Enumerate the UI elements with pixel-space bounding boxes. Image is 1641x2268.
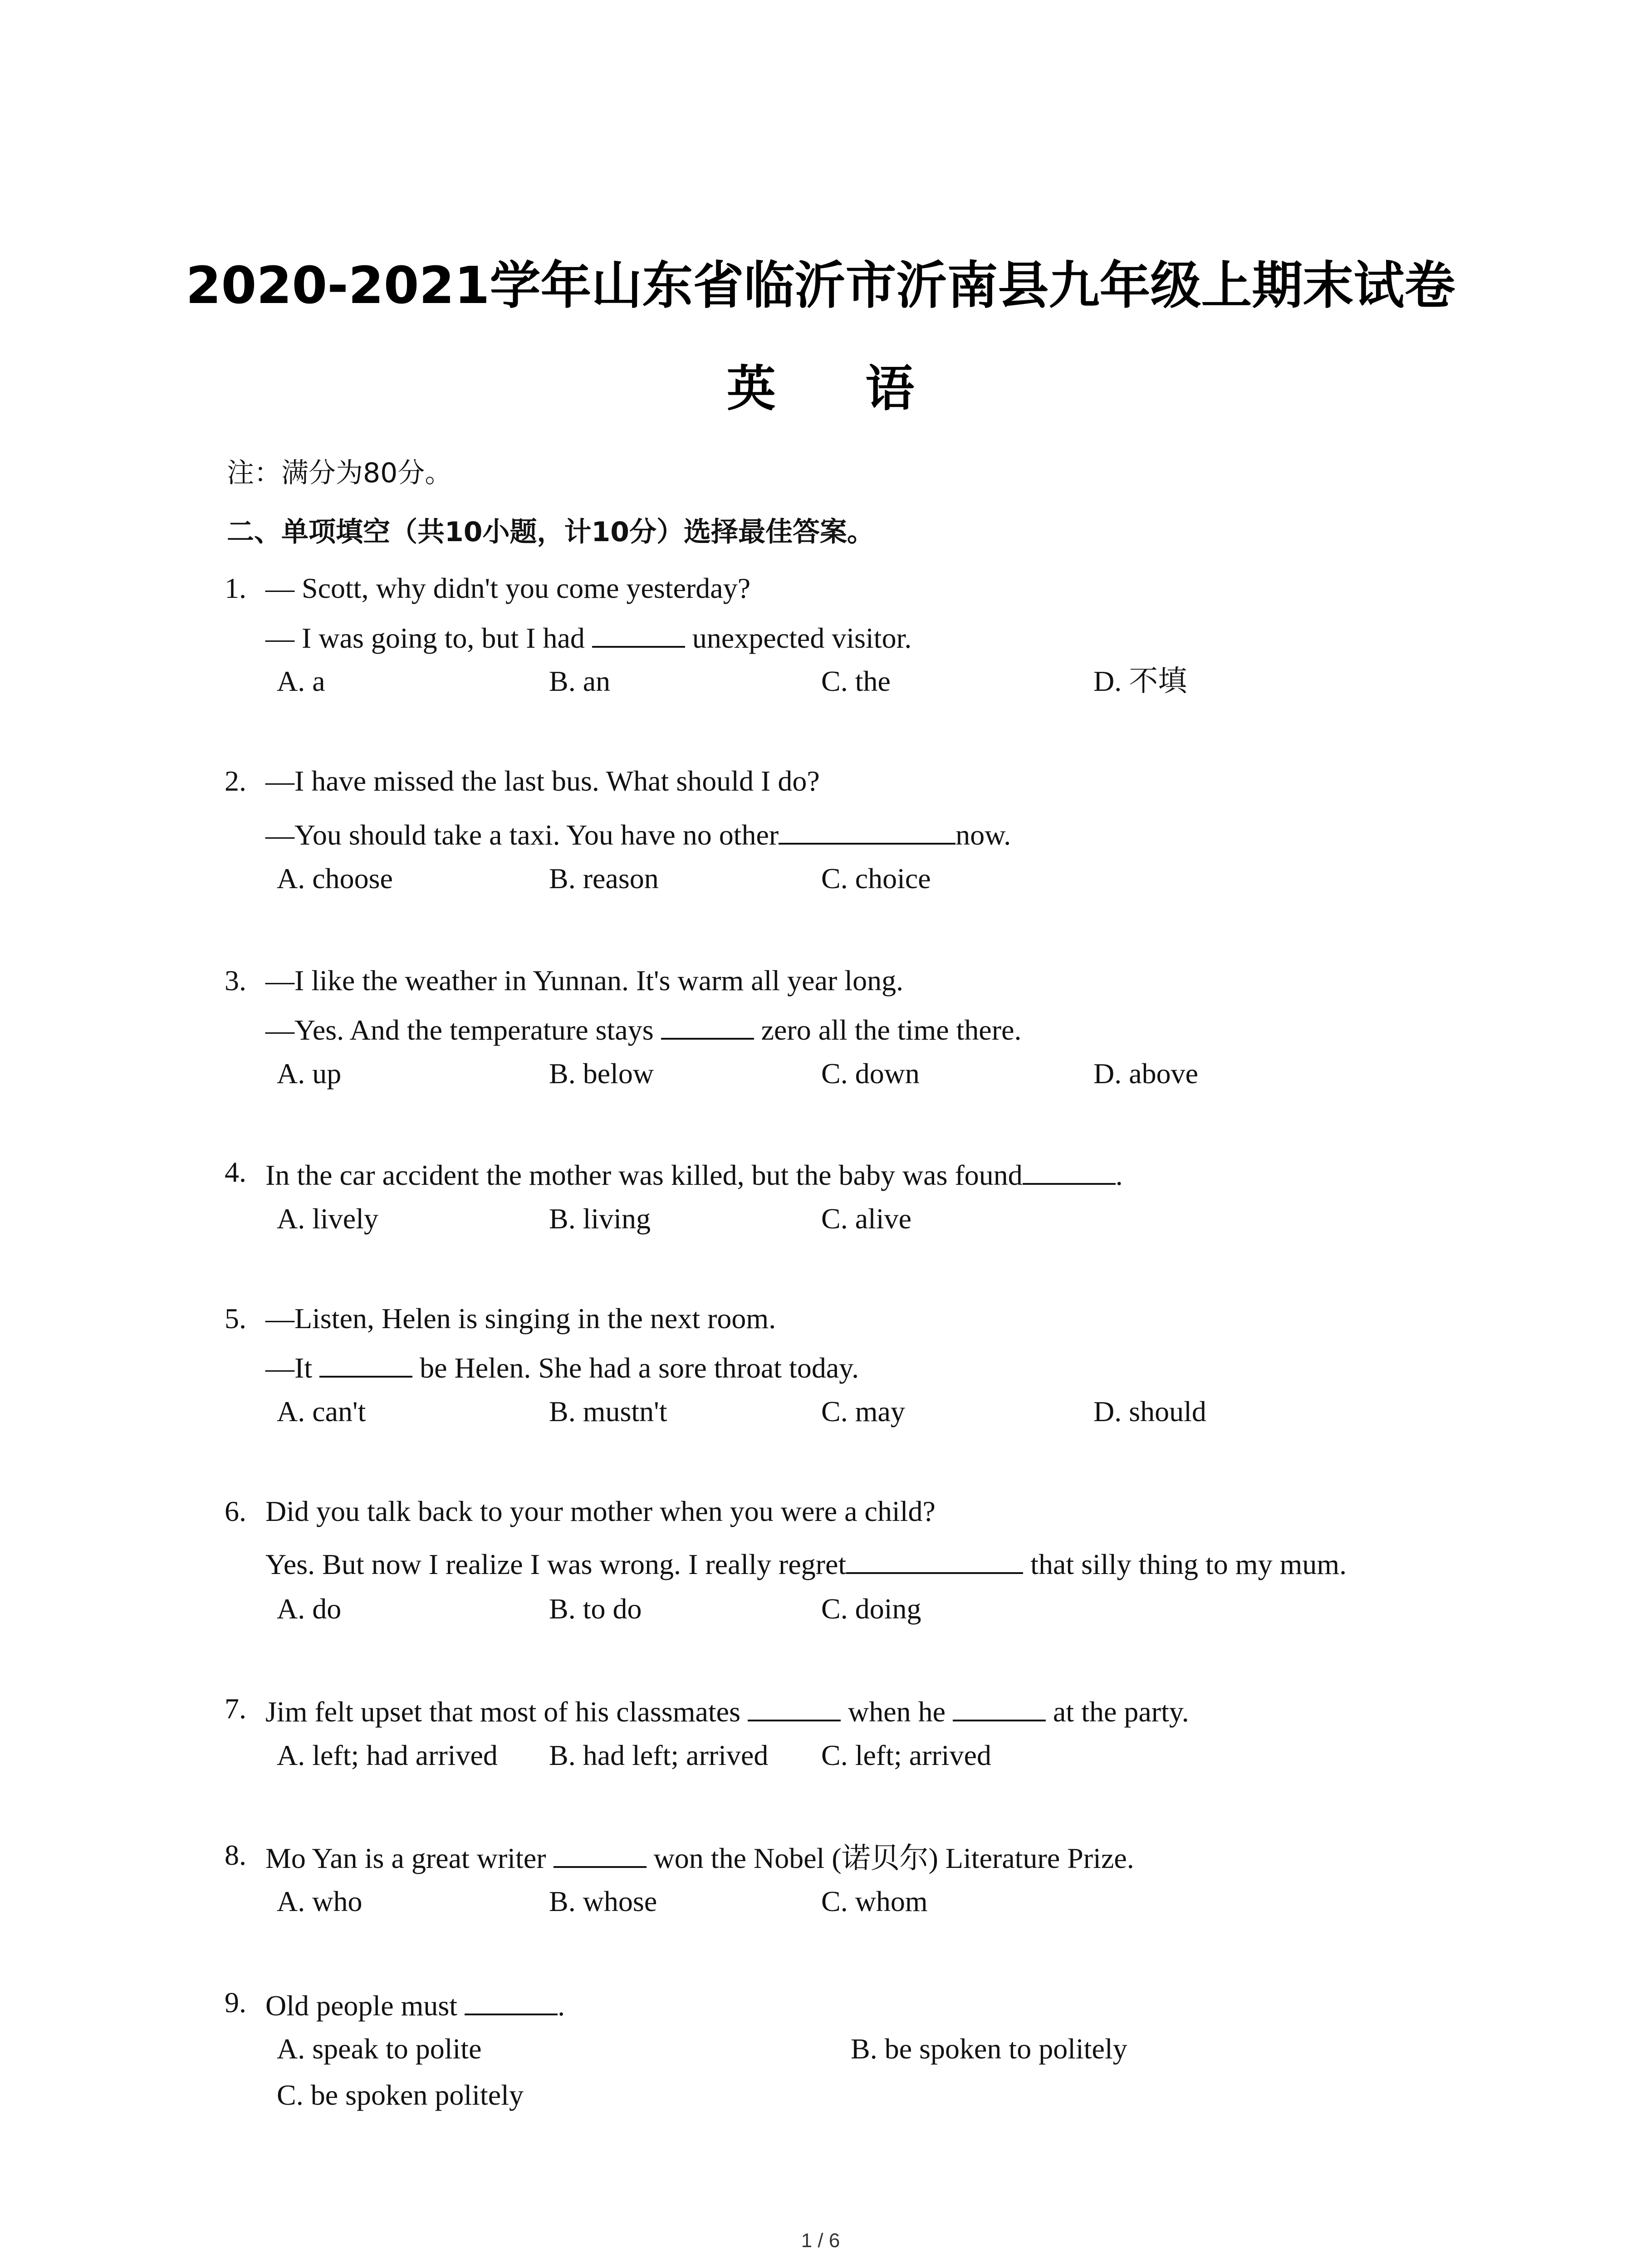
question-stem: —I like the weather in Yunnan. It's warm all year long. [265, 964, 904, 997]
answer-blank [465, 1988, 558, 2015]
option-c: C. whom [821, 1885, 928, 1917]
question-number: 4. [225, 1156, 246, 1188]
question-line: —It be Helen. She had a sore throat today. [265, 1350, 859, 1383]
option-d: D. above [1093, 1057, 1199, 1090]
question-stem: Mo Yan is a great writer won the Nobel (诺贝尔) Literature Prize. [265, 1841, 1134, 1873]
option-c: C. the [821, 665, 891, 697]
score-note: 注：满分为80分。 [227, 457, 452, 489]
answer-blank [748, 1694, 841, 1721]
option-b: B. mustn't [549, 1395, 667, 1427]
answer-blank [953, 1694, 1046, 1721]
question-number: 9. [225, 1986, 246, 2019]
answer-blank [592, 621, 685, 648]
option-b: B. living [549, 1202, 651, 1235]
question-number: 7. [225, 1692, 246, 1725]
option-a: A. do [277, 1593, 342, 1625]
question-line: Yes. But now I realize I was wrong. I really regret that silly thing to my mum. [265, 1547, 1347, 1579]
option-d: D. should [1093, 1395, 1206, 1427]
option-c: C. down [821, 1057, 920, 1090]
page-number: 1 / 6 [801, 2229, 840, 2252]
option-b: B. an [549, 665, 611, 697]
question-number: 1. [225, 572, 246, 604]
question-number: 6. [225, 1495, 246, 1527]
option-a: A. up [277, 1057, 342, 1090]
option-a: A. speak to polite [277, 2033, 482, 2065]
option-a: A. a [277, 665, 325, 697]
answer-blank [554, 1841, 647, 1868]
question-stem: Did you talk back to your mother when you were a child? [265, 1495, 936, 1527]
exam-title: 2020-2021学年山东省临沂市沂南县九年级上期末试卷 [186, 256, 1455, 315]
option-c: C. be spoken politely [277, 2079, 524, 2111]
subject-title: 英 语 [726, 361, 951, 417]
section-heading: 二、单项填空（共10小题，计10分）选择最佳答案。 [227, 516, 874, 548]
question-number: 5. [225, 1302, 246, 1334]
question-number: 3. [225, 964, 246, 997]
option-d: D. 不填 [1093, 665, 1187, 697]
question-stem: In the car accident the mother was killed, but the baby was found . [265, 1158, 1123, 1190]
option-b: B. to do [549, 1593, 642, 1625]
question-stem: Jim felt upset that most of his classmates when he at the party. [265, 1694, 1189, 1726]
option-c: C. may [821, 1395, 905, 1427]
option-b: B. reason [549, 862, 659, 894]
option-b: B. whose [549, 1885, 657, 1917]
question-line: —You should take a taxi. You have no other now. [265, 817, 1011, 850]
option-b: B. had left; arrived [549, 1739, 769, 1771]
option-a: A. left; had arrived [277, 1739, 498, 1771]
answer-blank [1023, 1158, 1116, 1185]
question-line: — I was going to, but I had unexpected visitor. [265, 621, 911, 653]
option-c: C. alive [821, 1202, 912, 1235]
question-stem: —I have missed the last bus. What should I do? [265, 765, 820, 797]
question-stem: —Listen, Helen is singing in the next room. [265, 1302, 776, 1334]
option-a: A. can't [277, 1395, 366, 1427]
answer-blank [661, 1012, 754, 1040]
question-stem: — Scott, why didn't you come yesterday? [265, 572, 751, 604]
option-a: A. choose [277, 862, 393, 894]
option-b: B. below [549, 1057, 654, 1090]
question-stem: Old people must . [265, 1988, 565, 2020]
answer-blank [846, 1547, 1023, 1574]
option-a: A. who [277, 1885, 362, 1917]
option-b: B. be spoken to politely [851, 2033, 1127, 2065]
question-number: 8. [225, 1839, 246, 1871]
answer-blank [779, 817, 955, 845]
answer-blank [319, 1350, 412, 1378]
option-c: C. doing [821, 1593, 921, 1625]
option-c: C. choice [821, 862, 931, 894]
question-line: —Yes. And the temperature stays zero all the time there. [265, 1012, 1022, 1045]
question-number: 2. [225, 765, 246, 797]
option-c: C. left; arrived [821, 1739, 991, 1771]
option-a: A. lively [277, 1202, 378, 1235]
